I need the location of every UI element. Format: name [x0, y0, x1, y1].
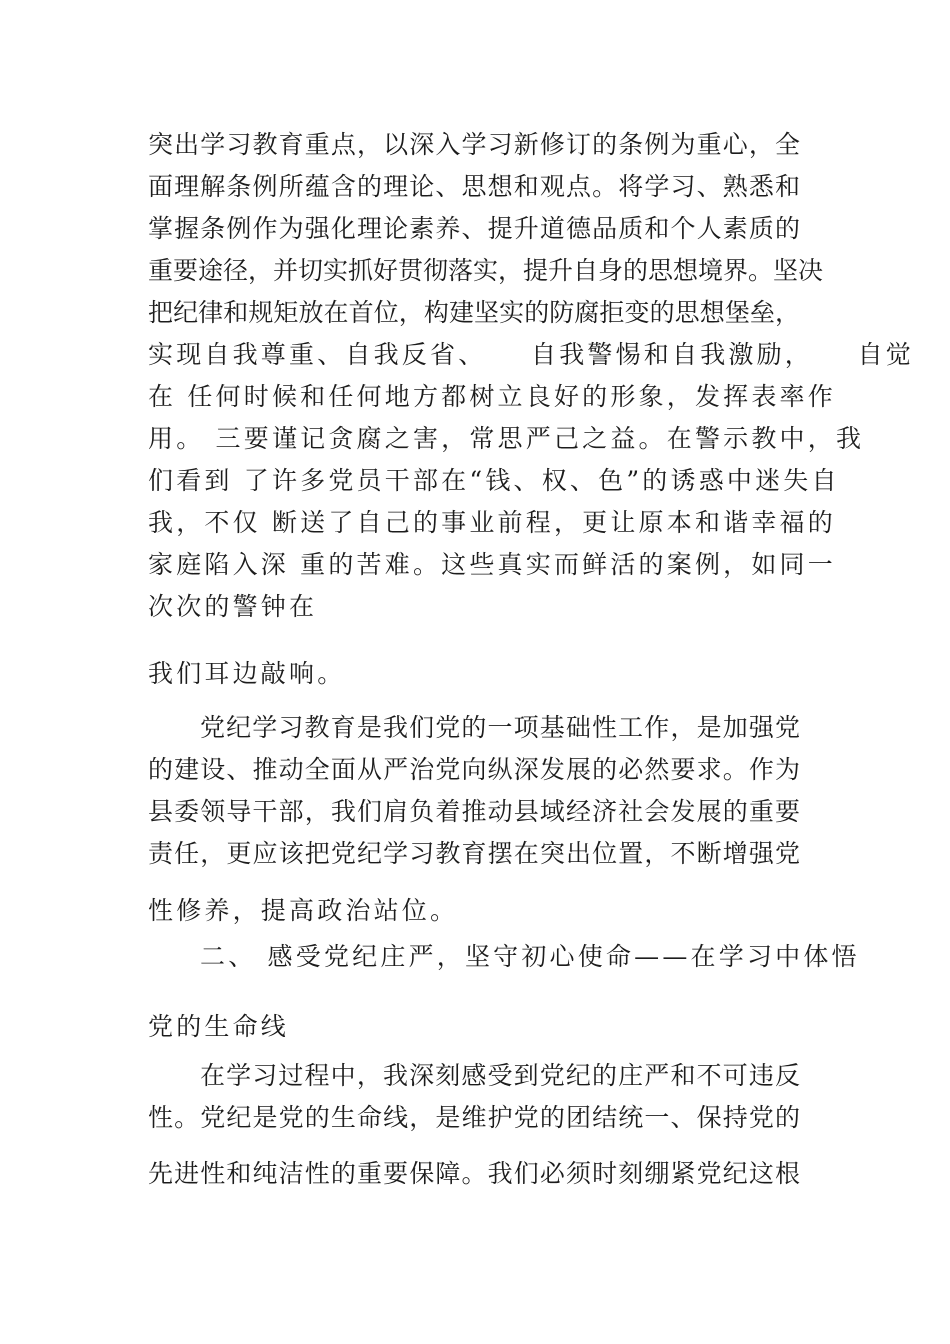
section-heading-continuation: 党的生命线	[148, 1012, 290, 1041]
text-line: 用。 三要谨记贪腐之害，常思严己之益。在警示教中，我	[148, 424, 865, 453]
text-line: 掌握条例作为强化理论素养、提升道德品质和个人素质的	[148, 214, 800, 243]
text-line: 先进性和纯洁性的重要保障。我们必须时刻绷紧党纪这根	[148, 1159, 800, 1188]
text-line: 把纪律和规矩放在首位，构建坚实的防腐拒变的思想堡垒，	[148, 298, 800, 327]
text-line: 县委领导干部，我们肩负着推动县域经济社会发展的重要	[148, 797, 800, 826]
text-line: 我，不仅 断送了自己的事业前程，更让原本和谐幸福的	[148, 508, 836, 537]
text-line: 性修养，提高政治站位。	[148, 896, 459, 925]
text-line: 的建设、推动全面从严治党向纵深发展的必然要求。作为	[148, 755, 800, 784]
text-line: 突出学习教育重点，以深入学习新修订的条例为重心，全	[148, 130, 800, 159]
text-line: 次次的警钟在	[148, 592, 318, 621]
text-line: 性。党纪是党的生命线，是维护党的团结统一、保持党的	[148, 1103, 800, 1132]
section-heading: 二、 感受党纪庄严，坚守初心使命——在学习中体悟	[200, 942, 860, 971]
text-line: 实现自我尊重、自我反省、 自我警惕和自我激励， 自觉	[148, 340, 914, 369]
text-line: 们看到 了许多党员干部在“钱、权、色”的诱惑中迷失自	[148, 466, 840, 495]
text-line: 责任，更应该把党纪学习教育摆在突出位置，不断增强党	[148, 839, 800, 868]
text-line: 重要途径，并切实抓好贯彻落实，提升自身的思想境界。坚决	[148, 256, 824, 285]
paragraph-first-line: 党纪学习教育是我们党的一项基础性工作，是加强党	[200, 713, 800, 742]
text-line: 我们耳边敲响。	[148, 659, 346, 688]
text-line: 面理解条例所蕴含的理论、思想和观点。将学习、熟悉和	[148, 172, 800, 201]
paragraph-first-line: 在学习过程中，我深刻感受到党纪的庄严和不可违反	[200, 1061, 800, 1090]
text-line: 在 任何时候和任何地方都树立良好的形象，发挥表率作	[148, 382, 836, 411]
text-line: 家庭陷入深 重的苦难。这些真实而鲜活的案例，如同一	[148, 550, 836, 579]
